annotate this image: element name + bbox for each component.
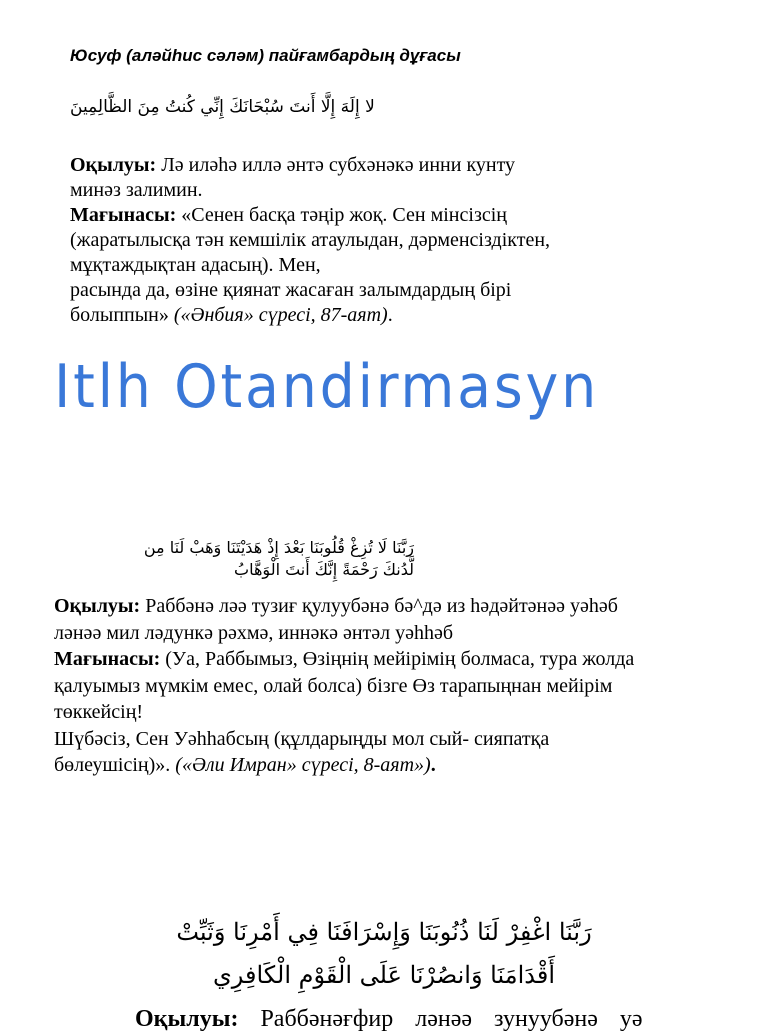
dua-1-reading-text-1: Лә иләһә иллә әнтә субхәнәкә инни кунту <box>156 154 516 176</box>
dua-2-meaning-line-5 <box>54 752 734 779</box>
dua-3-arabic-line-1: رَبَّنَا اغْفِرْ لَنَا ذُنُوبَنَا وَإِسْرَافَنَا فِي أَمْرِنَا وَثَبِّتْ <box>176 918 592 946</box>
dua-2-source: («Әли Имран» сүресі, 8-аят») <box>175 754 431 776</box>
dua-2-arabic-line-1: رَبَّنَا لَا تُزِغْ قُلُوبَنَا بَعْدَ إِذْ هَدَيْتَنَا وَهَبْ لَنَا مِن <box>143 538 414 557</box>
dua-1-meaning-line-2: (жаратылысқа тән кемшілік атаулыдан, дәрменсіздіктен, <box>70 229 551 251</box>
dua-1-meaning-line-3: мұқтаждықтан адасың). Мен, <box>70 254 321 276</box>
dua-2-reading-line-1 <box>54 593 734 620</box>
dua-1-reading-line-1 <box>70 153 710 178</box>
dua-1-meaning-text-1: «Сенен басқа тәңір жоқ. Сен мінсізсің <box>176 204 507 226</box>
dua-3-arabic-line-2: أَقْدَامَنَا وَانصُرْنَا عَلَى الْقَوْمِ الْكَافِرِي <box>212 961 555 989</box>
handwritten-note <box>50 345 610 435</box>
dua-1-meaning-line-4: расында да, өзіне қиянат жасаған залымдардың бірі <box>70 279 512 301</box>
dua-2-text <box>54 593 734 779</box>
dua-1-reading-label: Оқылуы: <box>70 154 157 176</box>
dua-2-arabic <box>54 537 414 581</box>
dua-3-reading-word-3: зунуубәнә <box>494 1006 598 1032</box>
dua-3-reading-word-1: Раббәнәғфир <box>260 1006 394 1032</box>
dua-1-source: («Әнбия» сүресі, 87-аят) <box>173 304 388 326</box>
dua-2-meaning-line-3: төккейсің! <box>54 701 144 723</box>
dua-1-meaning-line-1 <box>70 203 710 228</box>
dua-3-reading-label: Оқылуы: <box>135 1006 239 1032</box>
dua-3-reading-word-4: уә <box>619 1006 643 1032</box>
dua-1-meaning-label: Мағынасы: <box>70 204 177 226</box>
handwritten-note-text: Itlh Otandirmasyn <box>54 352 599 422</box>
dua-1-meaning-line-5 <box>70 303 710 328</box>
dua-2-meaning-label: Мағынасы: <box>54 648 161 670</box>
dua-3-reading-word-2: ләнәә <box>415 1006 473 1032</box>
page-title: Юсуф (аләйһис сәләм) пайғамбардың дұғасы <box>70 46 461 65</box>
dua-3-reading <box>135 1006 735 1033</box>
dua-1-text <box>70 153 710 328</box>
dua-2-reading-line-2: ләнәә мил ләдункә рәхмә, иннәкә әнтәл уәһһәб <box>54 621 454 644</box>
dua-2-source-end: . <box>430 754 436 776</box>
dua-2-reading-text-1: Раббәнә ләә тузиғ қулуубәнә бә^дә из һәдәйтәнәә уәһәб <box>140 595 618 617</box>
dua-1-arabic: لا إِلَهَ إِلَّا أَنتَ سُبْحَانَكَ إِنِّي كُنتُ مِنَ الظَّالِمِينَ <box>70 97 375 117</box>
dua-2-meaning-text-1: (Уа, Раббымыз, Өзіңнің мейірімің болмаса, тура жолда <box>160 648 635 670</box>
dua-2-reading-label: Оқылуы: <box>54 595 141 617</box>
dua-2-meaning-text-5: бөлеушісің)». <box>54 754 176 776</box>
dua-2-meaning-line-1 <box>54 646 734 673</box>
dua-2-meaning-line-2: қалуымыз мүмкім емес, олай болса) бізге Өз тарапыңнан мейірім <box>54 674 613 697</box>
dua-1-meaning-text-5: болыппын» <box>70 304 174 326</box>
dua-2-meaning-line-4: Шүбәсіз, Сен Уәһһабсың (құлдарыңды мол сый- сияпатқа <box>54 727 550 750</box>
dua-2-arabic-line-2: لَّدُنكَ رَحْمَةً إِنَّكَ أَنتَ الْوَهَّابُ <box>234 560 414 579</box>
dua-1-reading-line-2: минәз залимин. <box>70 179 203 201</box>
dua-1-source-end: . <box>387 304 393 326</box>
